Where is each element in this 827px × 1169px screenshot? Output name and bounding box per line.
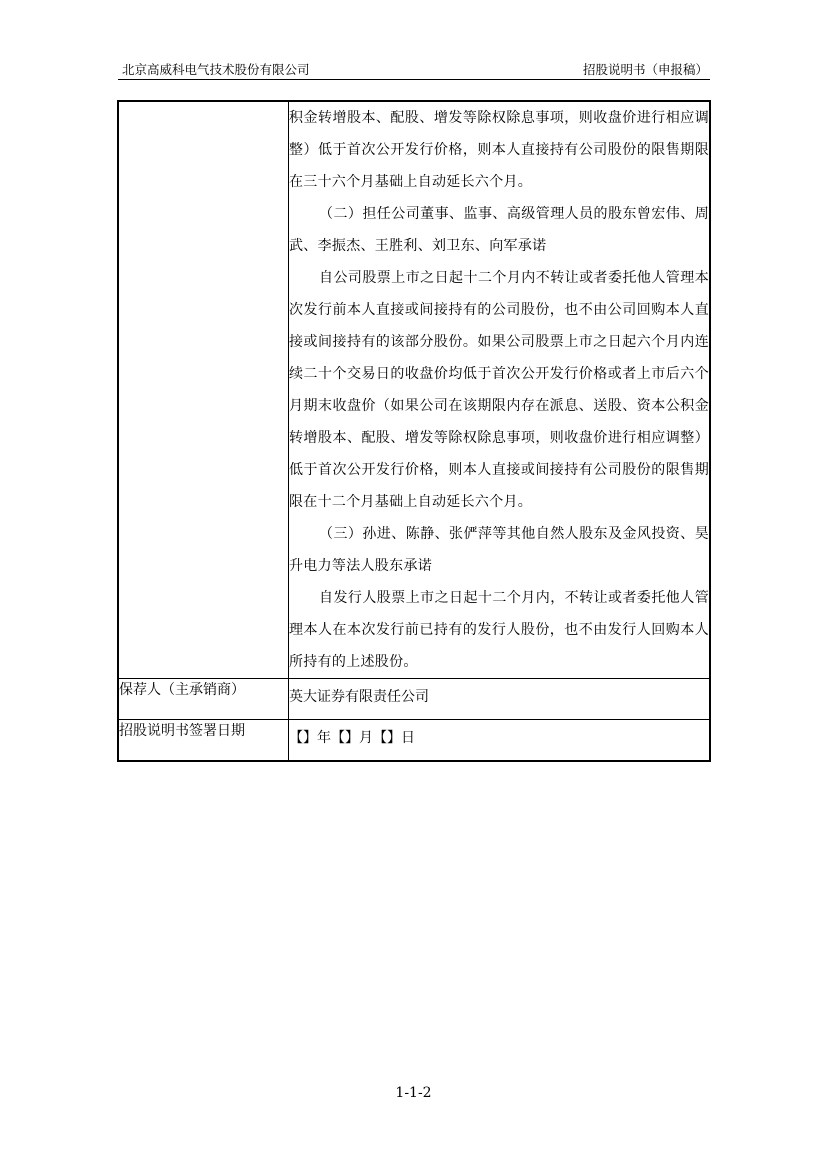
table-row-sponsor (118, 679, 710, 720)
commitment-paragraph: 自公司股票上市之日起十二个月内不转让或者委托他人管理本次发行前本人直接或间接持有的公司股份，也不由公司回购本人直接或间接持有的该部分股份。如果公司股票上市之日起六个月内连续二十个交易日的收盘价均低于首次公开发行价格或者上市后六个月期末收盘价（如果公司在该期限内存在派息、送股、资本公积金转增股本、配股、增发等除权除息事项，则收盘价进行相应调整）低于首次公开发行价格，则本人直接或间接持有公司股份的限售期限在十二个月基础上自动延长六个月。 (289, 270, 709, 510)
commitment-heading-directors: （二）担任公司董事、监事、高级管理人员的股东曾宏伟、周武、李振杰、王胜利、刘卫东、向军承诺 (289, 206, 709, 254)
sponsor-value: 英大证券有限责任公司 (289, 679, 711, 720)
commitment-paragraph: 自发行人股票上市之日起十二个月内，不转让或者委托他人管理本人在本次发行前已持有的发行人股份，也不由发行人回购本人所持有的上述股份。 (289, 590, 709, 670)
commitments-label-cell (118, 101, 289, 679)
signing-date-value: 【】年【】月【】日 (289, 720, 711, 762)
sponsor-label: 保荐人（主承销商） (118, 679, 289, 720)
page-number: 1-1-2 (395, 1085, 432, 1101)
page-header (118, 58, 710, 78)
table-row-commitments (118, 101, 710, 679)
prospectus-info-table (117, 100, 711, 762)
commitments-content-cell (289, 101, 711, 679)
signing-date-label: 招股说明书签署日期 (118, 720, 289, 762)
commitment-heading-other-shareholders: （三）孙进、陈静、张俨萍等其他自然人股东及金风投资、昊升电力等法人股东承诺 (289, 526, 709, 574)
table-row-signing-date (118, 720, 710, 762)
header-company-name: 北京高威科电气技术股份有限公司 (122, 62, 310, 77)
header-divider (118, 79, 710, 80)
commitment-paragraph: 积金转增股本、配股、增发等除权除息事项，则收盘价进行相应调整）低于首次公开发行价格，则本人直接持有公司股份的限售期限在三十六个月基础上自动延长六个月。 (289, 110, 709, 190)
header-document-title: 招股说明书（申报稿） (582, 62, 708, 77)
